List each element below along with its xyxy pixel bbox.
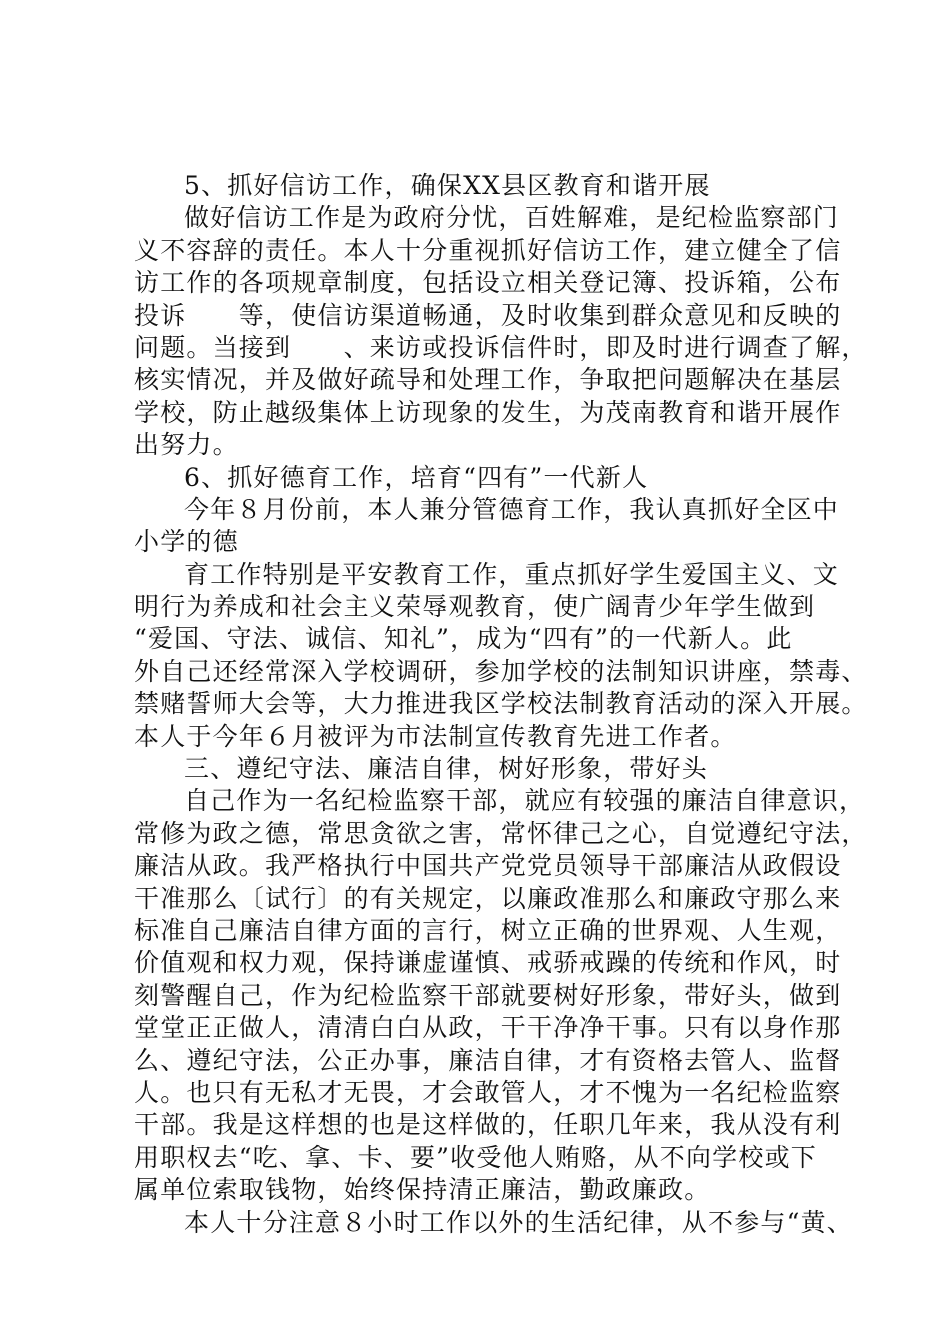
text-line: 常修为政之德，常思贪欲之害，常怀律己之心，自觉遵纪守法，	[134, 818, 868, 848]
text-line: 三、遵纪守法、廉洁自律，树好形象，带好头	[184, 754, 709, 784]
text-line: 投诉 等，使信访渠道畅通，及时收集到群众意见和反映的	[134, 300, 842, 330]
text-line: 人。也只有无私才无畏，才会敢管人，才不愧为一名纪检监察	[134, 1077, 842, 1107]
text-line: 义不容辞的责任。本人十分重视抓好信访工作，建立健全了信	[134, 235, 842, 265]
text-line: 本人十分注意８小时工作以外的生活纪律，从不参与“黄、	[184, 1207, 853, 1237]
text-line: 访工作的各项规章制度，包括设立相关登记簿、投诉箱，公布	[134, 268, 842, 298]
text-line: 做好信访工作是为政府分忧，百姓解难，是纪检监察部门	[184, 203, 840, 233]
text-line: 自己作为一名纪检监察干部，就应有较强的廉洁自律意识，	[184, 786, 866, 816]
text-line: 问题。当接到 、来访或投诉信件时，即及时进行调查了解，	[134, 332, 868, 362]
document-body	[134, 170, 868, 1239]
text-line: 今年８月份前，本人兼分管德育工作，我认真抓好全区中	[184, 494, 840, 524]
text-line: 明行为养成和社会主义荣辱观教育，使广阔青少年学生做到	[134, 592, 816, 622]
text-line: “爱国、守法、诚信、知礼”，成为“四有”的一代新人。此	[134, 624, 793, 654]
text-line: 5、抓好信访工作，确保XX县区教育和谐开展	[184, 171, 711, 200]
text-line: 干准那么〔试行〕的有关规定，以廉政准那么和廉政守那么来	[134, 883, 842, 913]
text-line: 用职权去“吃、拿、卡、要”收受他人贿赂，从不向学校或下	[134, 1142, 817, 1172]
text-line: 育工作特别是平安教育工作，重点抓好学生爱国主义、文	[184, 559, 840, 589]
text-line: 价值观和权力观，保持谦虚谨慎、戒骄戒躁的传统和作风，时	[134, 948, 842, 978]
text-line: 小学的德	[134, 527, 239, 557]
text-line: 属单位索取钱物，始终保持清正廉洁，勤政廉政。	[134, 1175, 711, 1205]
text-line: 么、遵纪守法，公正办事，廉洁自律，才有资格去管人、监督	[134, 1045, 842, 1075]
text-line: 6、抓好德育工作，培育“四有”一代新人	[184, 462, 649, 492]
text-line: 堂堂正正做人，清清白白从政，干干净净干事。只有以身作那	[134, 1013, 842, 1043]
text-line: 禁赌誓师大会等，大力推进我区学校法制教育活动的深入开展。	[134, 689, 868, 719]
text-line: 标准自己廉洁自律方面的言行，树立正确的世界观、人生观，	[134, 915, 842, 945]
text-line: 本人于今年６月被评为市法制宣传教育先进工作者。	[134, 721, 737, 751]
text-line: 外自己还经常深入学校调研，参加学校的法制知识讲座，禁毒、	[134, 656, 868, 686]
text-line: 廉洁从政。我严格执行中国共产党党员领导干部廉洁从政假设	[134, 851, 842, 881]
text-line: 学校，防止越级集体上访现象的发生，为茂南教育和谐开展作	[134, 397, 842, 427]
text-line: 刻警醒自己，作为纪检监察干部就要树好形象，带好头，做到	[134, 980, 842, 1010]
text-line: 干部。我是这样想的也是这样做的，任职几年来，我从没有利	[134, 1110, 842, 1140]
text-line: 核实情况，并及做好疏导和处理工作，争取把问题解决在基层	[134, 365, 842, 395]
text-line: 出努力。	[134, 430, 239, 460]
